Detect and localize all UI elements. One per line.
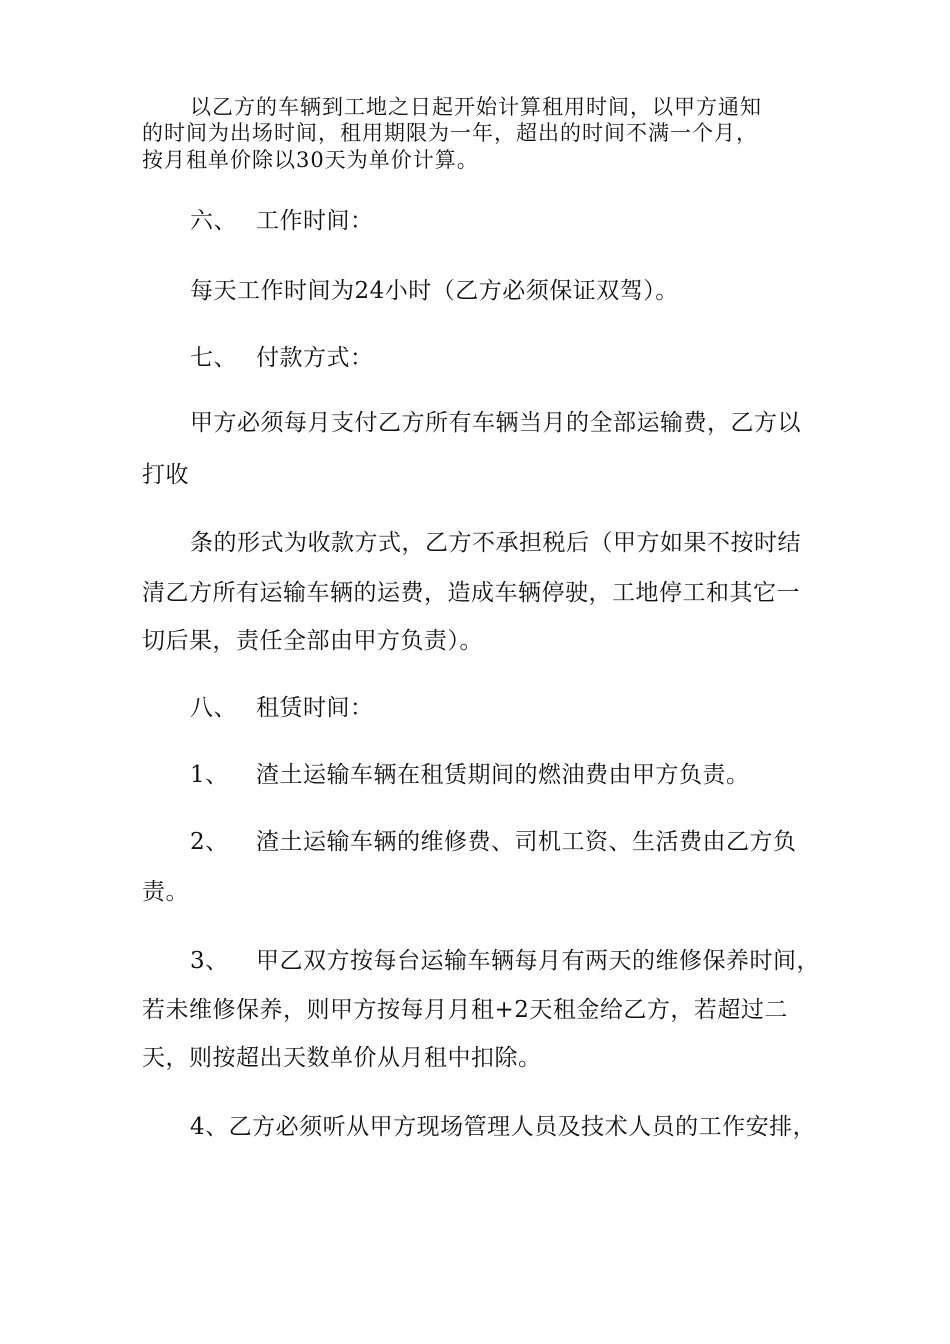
section-heading: 工作时间： [256, 208, 374, 234]
section-number: 七、 [190, 345, 237, 371]
list-item-text: 渣土运输车辆在租赁期间的燃油费由甲方负责。 [256, 762, 750, 788]
paragraph-text: 清乙方所有运输车辆的运费，造成车辆停驶，工地停工和其它一 [142, 580, 800, 606]
section-heading: 付款方式： [256, 345, 374, 371]
paragraph-text: 按月租单价除以30天为单价计算。 [142, 148, 479, 172]
list-item-text: 4、乙方必须听从甲方现场管理人员及技术人员的工作安排， [190, 1114, 817, 1140]
paragraph-text: 打收 [142, 462, 189, 488]
paragraph-text: 的时间为出场时间，租用期限为一年，超出的时间不满一个月， [142, 121, 758, 145]
list-item-number: 1、 [190, 762, 229, 788]
list-item-text: 若未维修保养，则甲方按每月月租+2天租金给乙方，若超过二 [142, 997, 788, 1023]
list-item-text: 甲乙双方按每台运输车辆每月有两天的维修保养时间， [256, 948, 820, 974]
list-item-text: 天，则按超出天数单价从月租中扣除。 [142, 1045, 542, 1071]
paragraph-text: 以乙方的车辆到工地之日起开始计算租用时间，以甲方通知 [190, 95, 762, 119]
list-item-text: 渣土运输车辆的维修费、司机工资、生活费由乙方负 [256, 829, 797, 855]
paragraph-text: 每天工作时间为24小时（乙方必须保证双驾）。 [190, 278, 679, 304]
paragraph-text: 切后果，责任全部由甲方负责）。 [142, 628, 483, 654]
section-number: 八、 [190, 695, 237, 721]
section-heading: 租赁时间： [256, 695, 374, 721]
paragraph-text: 条的形式为收款方式，乙方不承担税后（甲方如果不按时结 [190, 530, 801, 556]
paragraph-text: 甲方必须每月支付乙方所有车辆当月的全部运输费，乙方以 [190, 410, 801, 436]
list-item-number: 2、 [190, 829, 229, 855]
list-item-number: 3、 [190, 948, 229, 974]
section-number: 六、 [190, 208, 237, 234]
list-item-text: 责。 [142, 879, 189, 905]
